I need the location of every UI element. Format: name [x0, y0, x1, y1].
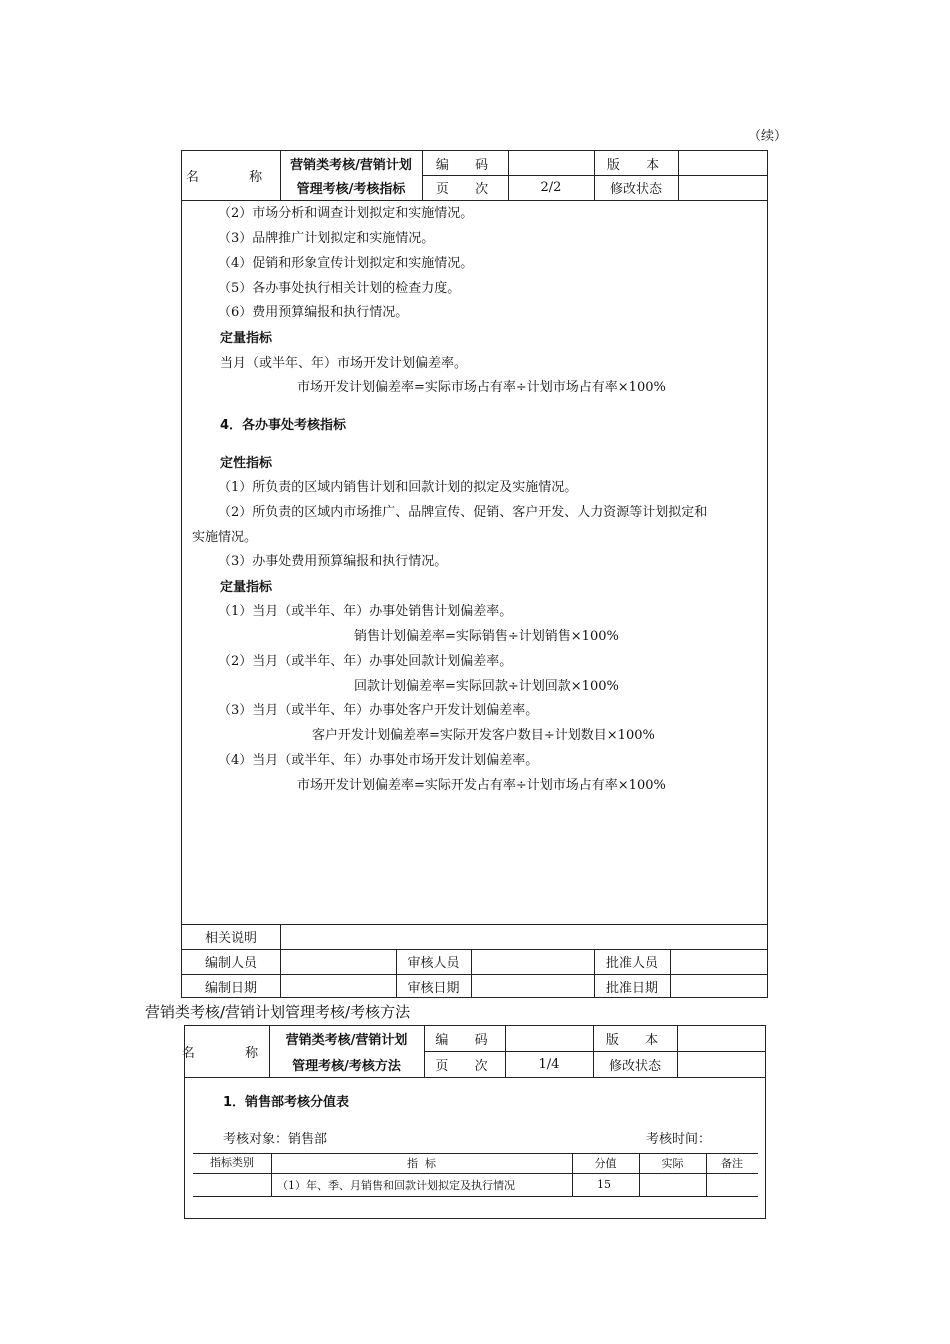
reviewer-label: 审核人员: [407, 956, 460, 971]
approver-label: 批准人员: [605, 956, 658, 971]
section4-title: 4．各办事处考核指标: [220, 418, 347, 433]
quant-heading-1: 定量指标: [220, 331, 273, 346]
qual-item-2a: （2）所负责的区域内市场推广、品牌宣传、促销、客户开发、人力资源等计划拟定和: [218, 505, 708, 520]
version-label: 版 本: [606, 157, 666, 173]
revision-label: 修改状态: [609, 182, 662, 197]
qual-item-3: （3）办事处费用预算编报和执行情况。: [218, 554, 448, 569]
name-label: 名 称: [185, 170, 277, 185]
formula-1: 市场开发计划偏差率=实际市场占有率÷计划市场占有率×100%: [297, 380, 666, 395]
page-value: 2/2: [540, 180, 562, 195]
form-name-line2: 管理考核/考核指标: [296, 182, 406, 197]
col-header-remarks: 备注: [721, 1157, 743, 1170]
body-item-3: （3）品牌推广计划拟定和实施情况。: [218, 231, 435, 246]
qual-heading: 定性指标: [220, 456, 273, 471]
table-row-indicator: （1）年、季、月销售和回款计划拟定及执行情况: [277, 1178, 515, 1192]
continued-label: （续）: [748, 129, 788, 144]
quant-item-4: （4）当月（或半年、年）办事处市场开发计划偏差率。: [218, 753, 539, 768]
form-name-line2: 管理考核/考核方法: [292, 1058, 401, 1074]
form-name-line1: 营销类考核/营销计划: [290, 157, 412, 173]
col-header-indicator: 指 标: [407, 1157, 436, 1170]
compile-date-label: 编制日期: [204, 980, 257, 996]
code-label: 编 码: [435, 1033, 494, 1048]
section-title: 营销类考核/营销计划管理考核/考核方法: [145, 1003, 411, 1021]
qual-item-1: （1）所负责的区域内销售计划和回款计划的拟定及实施情况。: [218, 480, 578, 495]
name-label: 名 称: [181, 1046, 273, 1061]
target-label: 考核对象：销售部: [223, 1132, 328, 1147]
page-label: 页 次: [435, 182, 495, 197]
body-item-2: （2）市场分析和调查计划拟定和实施情况。: [218, 206, 474, 221]
body-item-4: （4）促销和形象宣传计划拟定和实施情况。: [218, 256, 474, 271]
compiler-label: 编制人员: [204, 956, 257, 971]
formula-customer: 客户开发计划偏差率=实际开发客户数目÷计划数目×100%: [312, 728, 655, 743]
col-header-category: 指标类别: [210, 1156, 254, 1169]
time-label: 考核时间：: [646, 1132, 712, 1147]
related-notes-label: 相关说明: [204, 931, 257, 946]
formula-market: 市场开发计划偏差率=实际开发占有率÷计划市场占有率×100%: [297, 778, 666, 793]
body-item-6: （6）费用预算编报和执行情况。: [218, 305, 409, 320]
formula-sales: 销售计划偏差率=实际销售÷计划销售×100%: [354, 629, 619, 644]
assessment-form-page-2: [181, 150, 768, 998]
review-date-label: 审核日期: [407, 980, 460, 996]
assessment-form-page-1: [181, 1025, 766, 1219]
form-name-line1: 营销类考核/营销计划: [285, 1033, 408, 1048]
table-row-score: 15: [597, 1178, 611, 1191]
page-value: 1/4: [538, 1056, 560, 1072]
col-header-score: 分值: [594, 1157, 617, 1170]
qual-item-2b: 实施情况。: [192, 530, 258, 545]
code-label: 编 码: [435, 157, 495, 173]
table-title: 1．销售部考核分值表: [223, 1095, 350, 1110]
approve-date-label: 批准日期: [605, 980, 658, 996]
body-item-5: （5）各办事处执行相关计划的检查力度。: [218, 281, 461, 296]
quant-item-2: （2）当月（或半年、年）办事处回款计划偏差率。: [218, 654, 513, 669]
revision-label: 修改状态: [608, 1058, 661, 1074]
quant-text-1: 当月（或半年、年）市场开发计划偏差率。: [220, 356, 468, 371]
quant-heading-2: 定量指标: [220, 580, 273, 595]
col-header-actual: 实际: [661, 1157, 684, 1170]
quant-item-3: （3）当月（或半年、年）办事处客户开发计划偏差率。: [218, 703, 539, 718]
page-label: 页 次: [435, 1058, 494, 1074]
quant-item-1: （1）当月（或半年、年）办事处销售计划偏差率。: [218, 604, 513, 619]
formula-payment: 回款计划偏差率=实际回款÷计划回款×100%: [354, 679, 619, 694]
version-label: 版 本: [605, 1033, 665, 1048]
